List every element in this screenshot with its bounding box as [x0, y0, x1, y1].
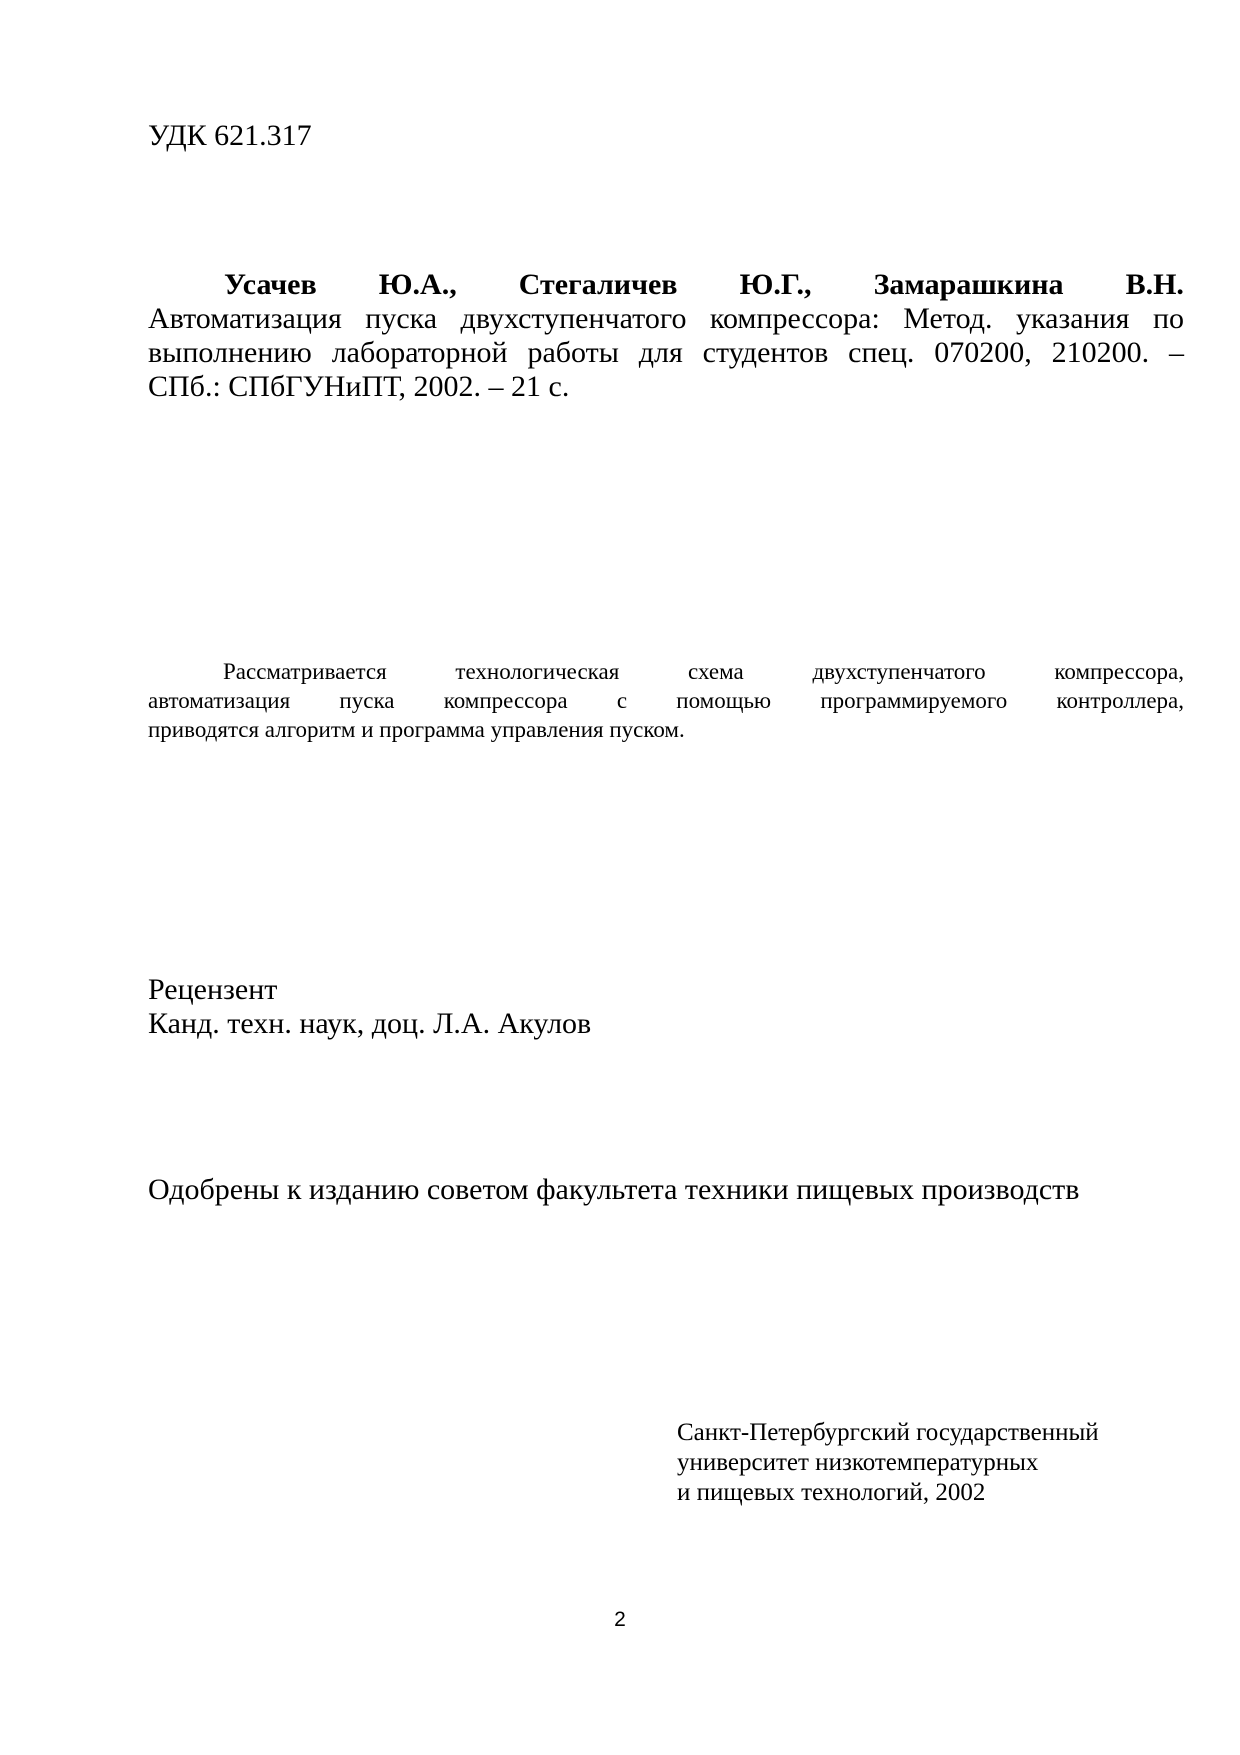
author-1-initials: Ю.А., — [378, 268, 457, 301]
reviewer-label: Рецензент — [148, 973, 278, 1006]
udk-code: УДК 621.317 — [148, 119, 312, 152]
bibliographic-record — [148, 268, 1184, 404]
authors-line — [148, 268, 1184, 302]
publisher-line: университет низкотемпературных — [677, 1449, 1039, 1476]
author-2-surname: Стегаличев — [518, 268, 678, 301]
abstract-line: Рассматривается технологическая схема двухступенчатого компрессора, — [223, 659, 1184, 684]
page-number: 2 — [614, 1608, 626, 1631]
reviewer-block — [148, 973, 591, 1041]
abstract-line: автоматизация пуска компрессора с помощью программируемого контроллера, — [148, 688, 1184, 713]
author-1-surname: Усачев — [224, 268, 317, 301]
publisher-line: Санкт-Петербургский государственный — [677, 1419, 1099, 1446]
publisher-block — [677, 1418, 1099, 1508]
bibliographic-line: СПб.: СПбГУНиПТ, 2002. – 21 с. — [148, 370, 570, 403]
publisher-line: и пищевых технологий, 2002 — [677, 1479, 986, 1506]
approval-statement: Одобрены к изданию советом факультета техники пищевых производств — [148, 1173, 1080, 1206]
author-3-surname: Замарашкина — [873, 268, 1064, 301]
abstract — [148, 657, 1184, 744]
reviewer-name: Канд. техн. наук, доц. Л.А. Акулов — [148, 1007, 592, 1040]
author-2-initials: Ю.Г., — [739, 268, 812, 301]
bibliographic-line: выполнению лабораторной работы для студентов спец. 070200, 210200. – — [148, 336, 1184, 369]
abstract-line: приводятся алгоритм и программа управления пуском. — [148, 717, 685, 742]
bibliographic-line: Автоматизация пуска двухступенчатого компрессора: Метод. указания по — [148, 302, 1184, 335]
author-3-initials: В.Н. — [1125, 268, 1184, 301]
